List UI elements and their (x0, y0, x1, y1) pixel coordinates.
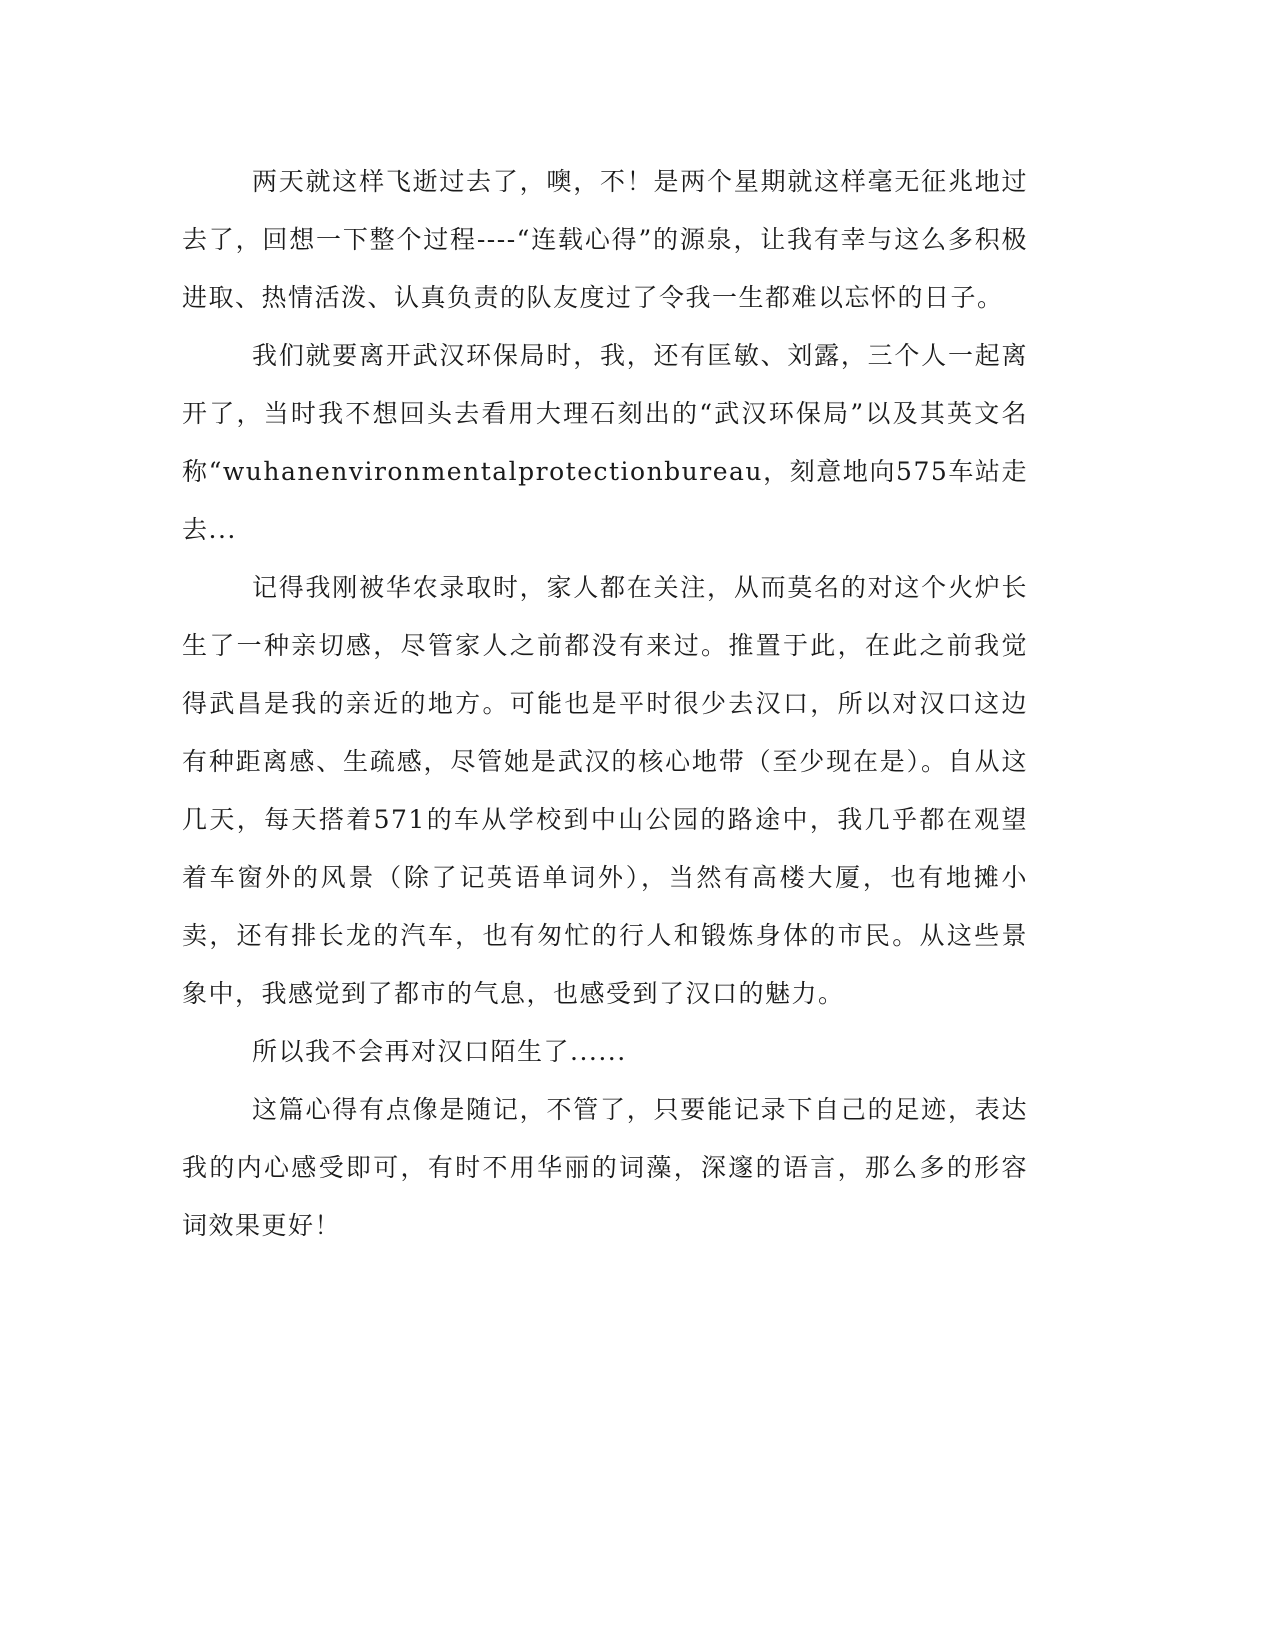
paragraph-2: 我们就要离开武汉环保局时，我，还有匡敏、刘露，三个人一起离开了，当时我不想回头去看用大理石刻出的“武汉环保局”以及其英文名称“wuhanenvironmentalprotectionbureau，刻意地向575车站走去... (182, 341, 1028, 544)
paragraph-4: 所以我不会再对汉口陌生了...... (252, 1037, 627, 1066)
paragraph-3: 记得我刚被华农录取时，家人都在关注，从而莫名的对这个火炉长生了一种亲切感，尽管家人之前都没有来过。推置于此，在此之前我觉得武昌是我的亲近的地方。可能也是平时很少去汉口，所以对汉口这边有种距离感、生疏感，尽管她是武汉的核心地带（至少现在是）。自从这几天，每天搭着571的车从学校到中山公园的路途中，我几乎都在观望着车窗外的风景（除了记英语单词外），当然有高楼大厦，也有地摊小卖，还有排长龙的汽车，也有匆忙的行人和锻炼身体的市民。从这些景象中，我感觉到了都市的气息，也感受到了汉口的魅力。 (182, 573, 1028, 1008)
paragraph-1: 两天就这样飞逝过去了，噢，不！是两个星期就这样毫无征兆地过去了，回想一下整个过程----“连载心得”的源泉，让我有幸与这么多积极进取、热情活泼、认真负责的队友度过了令我一生都难以忘怀的日子。 (182, 167, 1028, 312)
paragraph-5: 这篇心得有点像是随记，不管了，只要能记录下自己的足迹，表达我的内心感受即可，有时不用华丽的词藻，深邃的语言，那么多的形容词效果更好！ (182, 1095, 1028, 1240)
document-body (182, 153, 1028, 1255)
